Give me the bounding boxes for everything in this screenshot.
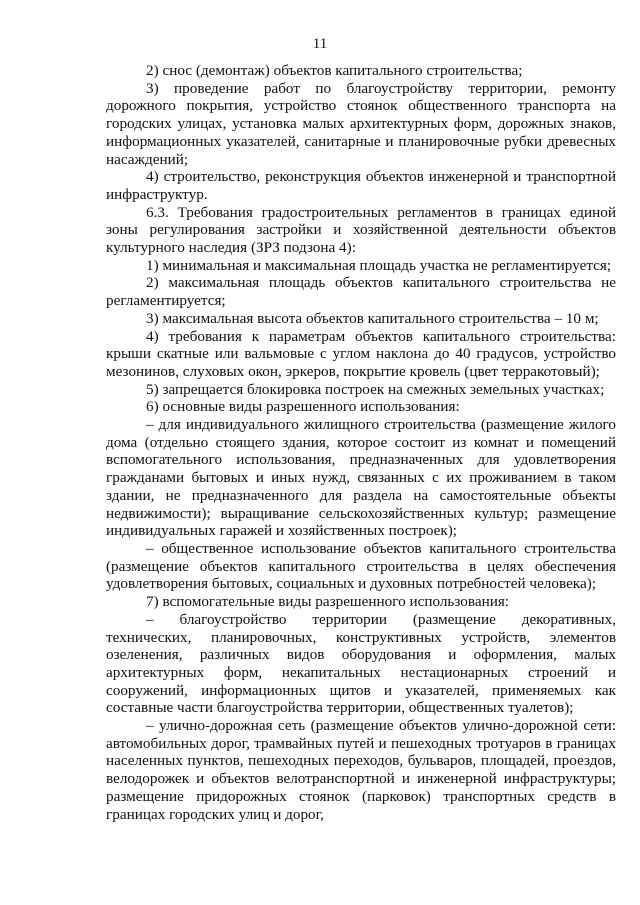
paragraph: 6) основные виды разрешенного использования:: [146, 398, 460, 416]
paragraph: 1) минимальная и максимальная площадь участка не регламентируется;: [146, 256, 612, 274]
document-body: [106, 62, 616, 823]
paragraph: – улично-дорожная сеть (размещение объектов улично-дорожной сети: автомобильных дорог, трамвайных путей и пешеходных тротуаров в границах населенных пунктов, пешеходных переходов, бульваров, площадей, проездов, велодорожек и объектов велотранспортной и инженерной инфраструктуры; размещение придорожных стоянок (парковок) транспортных средств в границах городских улиц и дорог,: [106, 717, 616, 823]
paragraph: – общественное использование объектов капитального строительства (размещение объектов капитального строительства в целях обеспечения удовлетворения бытовых, социальных и духовных потребностей человека);: [106, 539, 616, 593]
paragraph: 2) снос (демонтаж) объектов капитального строительства;: [146, 62, 523, 79]
paragraph: – благоустройство территории (размещение декоративных, технических, планировочных, конструктивных устройств, элементов озеленения, различных видов оборудования и оформления, малых архитектурных форм, некапитальных нестационарных строений и сооружений, информационных щитов и указателей, применяемых как составные части благоустройства территории, общественных туалетов);: [106, 610, 616, 717]
paragraph: 4) строительство, реконструкция объектов инженерной и транспортной инфраструктур.: [106, 168, 616, 203]
page-number: 11: [312, 36, 328, 52]
paragraph: 3) максимальная высота объектов капитального строительства – 10 м;: [146, 309, 599, 327]
paragraph: 4) требования к параметрам объектов капитального строительства: крыши скатные или вальмовые с углом наклона до 40 градусов, устройство мезонинов, слуховых окон, эркеров, покрытие кровель (цвет терракотовый);: [106, 327, 616, 380]
paragraph: 7) вспомогательные виды разрешенного использования:: [146, 593, 510, 611]
paragraph: 3) проведение работ по благоустройству территории, ремонту дорожного покрытия, устройство стоянок общественного транспорта на городских улицах, установка малых архитектурных форм, дорожных знаков, информационных указателей, санитарные и планировочные рубки древесных насаждений;: [106, 79, 616, 168]
paragraph: – для индивидуального жилищного строительства (размещение жилого дома (отдельно стоящего здания, которое состоит из комнат и помещений вспомогательного использования, предназначенных для удовлетворения гражданами бытовых и иных нужд, связанных с их проживанием в таком здании, не предназначенного для раздела на самостоятельные объекты недвижимости); выращивание сельскохозяйственных культур; размещение индивидуальных гаражей и хозяйственных построек);: [106, 416, 616, 540]
paragraph: 5) запрещается блокировка построек на смежных земельных участках;: [146, 380, 605, 398]
paragraph: 6.3. Требования градостроительных регламентов в границах единой зоны регулирования застройки и хозяйственной деятельности объектов культурного наследия (ЗРЗ подзона 4):: [106, 203, 616, 257]
paragraph: 2) максимальная площадь объектов капитального строительства не регламентируется;: [106, 274, 616, 310]
